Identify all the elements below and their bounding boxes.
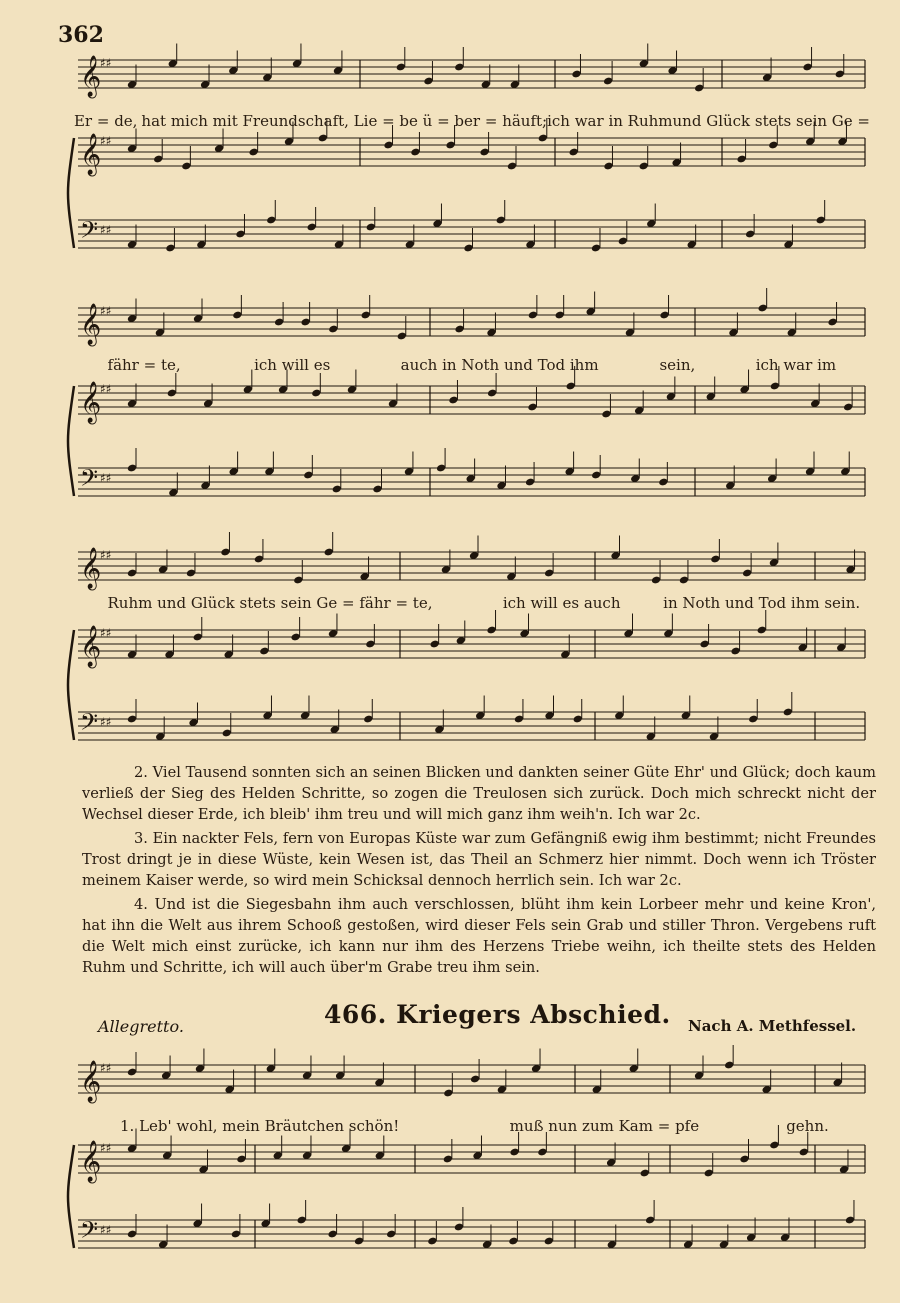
- staff: [78, 288, 865, 346]
- song-title: 466. Kriegers Abschied.: [324, 1000, 671, 1029]
- lyric-segment: und Glück stets sein Ge =: [672, 112, 870, 130]
- lyric-segment: gehn.: [786, 1117, 829, 1135]
- bass-clef-icon: 𝄢: [80, 216, 99, 249]
- staff: [78, 366, 865, 424]
- key-signature-icon: ♯♯: [100, 626, 112, 640]
- stanza-4: 4. Und ist die Siegesbahn ihm auch verschlossen, blüht ihm kein Lorbeer mehr und keine Kron', hat ihn die Welt aus ihrem Schooß gestoßen, wird dieser Fels sein Grab und stiller Thron. Vergebens ruft die Welt mich einst zurücke, ich kann nur ihm des Herzens Triebe weihn, ich theilte stets des Helden Ruhm und Schritte, ich will auch über'm Grabe treu ihm sein.: [82, 896, 876, 976]
- lyric-segment: hat mich mit Freundschaft, Lie = be ü = ber = häuft;: [141, 112, 548, 130]
- stanza-2: 2. Viel Tausend sonnten sich an seinen Blicken und dankten seiner Güte Ehr' und Glück; doch kaum verließ der Sieg des Helden Schritte, so zogen die Treulosen sich zurück. Doch mich schreckt nicht der Wechsel dieser Erde, ich bleib' ihm treu und will mich ganz ihm weih'n. Ich war 2c.: [82, 764, 876, 823]
- system-brace-icon: [68, 138, 74, 248]
- treble-clef-icon: 𝄞: [80, 1141, 102, 1182]
- music-system-2: [70, 298, 870, 513]
- lyric-segment: sein,: [659, 356, 696, 374]
- lyrics-row-1: [70, 112, 870, 130]
- staff: [78, 692, 865, 741]
- treble-clef-icon: 𝄞: [80, 626, 102, 667]
- lyric-segment: ich war in Ruhm: [547, 112, 673, 130]
- lyrics-row-3: [70, 594, 870, 612]
- lyric-segment: in Noth und Tod ihm sein.: [663, 594, 861, 612]
- key-signature-icon: ♯♯: [100, 1061, 112, 1075]
- staff: [78, 44, 865, 99]
- music-system-4: [70, 1055, 870, 1295]
- bass-clef-icon: 𝄢: [80, 1216, 99, 1249]
- lyrics-row-4: [70, 1117, 870, 1135]
- key-signature-icon: ♯♯: [100, 223, 112, 237]
- treble-clef-icon: 𝄞: [80, 1061, 102, 1102]
- key-signature-icon: ♯♯: [100, 1223, 112, 1237]
- lyric-segment: ich will es auch: [502, 594, 621, 612]
- staff-group-1: [70, 50, 870, 265]
- lyric-segment: Er = de,: [73, 112, 138, 130]
- lyric-segment: fähr = te,: [107, 356, 181, 374]
- staff: [78, 448, 865, 497]
- stanza-3: 3. Ein nackter Fels, fern von Europas Küste war zum Gefängniß ewig ihm bestimmt; nicht Freundes Trost dringt je in diese Wüste, kein Wesen ist, das Theil an Schmerz hier nimmt. Doch wenn ich Tröster meinem Kaiser werde, so wird mein Schicksal dennoch herrlich sein. Ich war 2c.: [82, 830, 876, 889]
- staff: [78, 1200, 865, 1249]
- lyric-segment: Ruhm und Glück stets sein Ge = fähr = te,: [107, 594, 433, 612]
- bass-clef-icon: 𝄢: [80, 708, 99, 741]
- bass-clef-icon: 𝄢: [80, 464, 99, 497]
- tempo-marking: Allegretto.: [98, 1017, 184, 1036]
- key-signature-icon: ♯♯: [100, 56, 112, 70]
- key-signature-icon: ♯♯: [100, 548, 112, 562]
- treble-clef-icon: 𝄞: [80, 304, 102, 345]
- staff: [78, 532, 865, 590]
- staff-group-4: [70, 1055, 870, 1295]
- treble-clef-icon: 𝄞: [80, 548, 102, 589]
- staff-group-2: [70, 298, 870, 513]
- staff-group-3: [70, 542, 870, 757]
- lyric-segment: ich war im: [755, 356, 837, 374]
- staff: [78, 610, 865, 668]
- stanza-text-block: [82, 762, 876, 981]
- lyric-segment: 1. Leb' wohl, mein Bräutchen schön!: [120, 1117, 400, 1135]
- lyric-segment: auch in Noth und Tod ihm: [400, 356, 599, 374]
- key-signature-icon: ♯♯: [100, 471, 112, 485]
- staff: [78, 1045, 865, 1103]
- key-signature-icon: ♯♯: [100, 1141, 112, 1155]
- system-brace-icon: [68, 630, 74, 740]
- key-signature-icon: ♯♯: [100, 134, 112, 148]
- treble-clef-icon: 𝄞: [80, 56, 102, 97]
- lyrics-row-2: [70, 356, 870, 374]
- key-signature-icon: ♯♯: [100, 715, 112, 729]
- system-brace-icon: [68, 1145, 74, 1248]
- key-signature-icon: ♯♯: [100, 304, 112, 318]
- lyric-segment: muß nun zum Kam = pfe: [509, 1117, 700, 1135]
- treble-clef-icon: 𝄞: [80, 134, 102, 175]
- staff: [78, 200, 865, 252]
- page-number: 362: [58, 22, 104, 48]
- key-signature-icon: ♯♯: [100, 382, 112, 396]
- music-system-3: [70, 542, 870, 757]
- treble-clef-icon: 𝄞: [80, 382, 102, 423]
- system-brace-icon: [68, 386, 74, 496]
- composer-credit: Nach A. Methfessel.: [688, 1017, 857, 1035]
- music-system-1: [70, 50, 870, 265]
- lyric-segment: ich will es: [254, 356, 331, 374]
